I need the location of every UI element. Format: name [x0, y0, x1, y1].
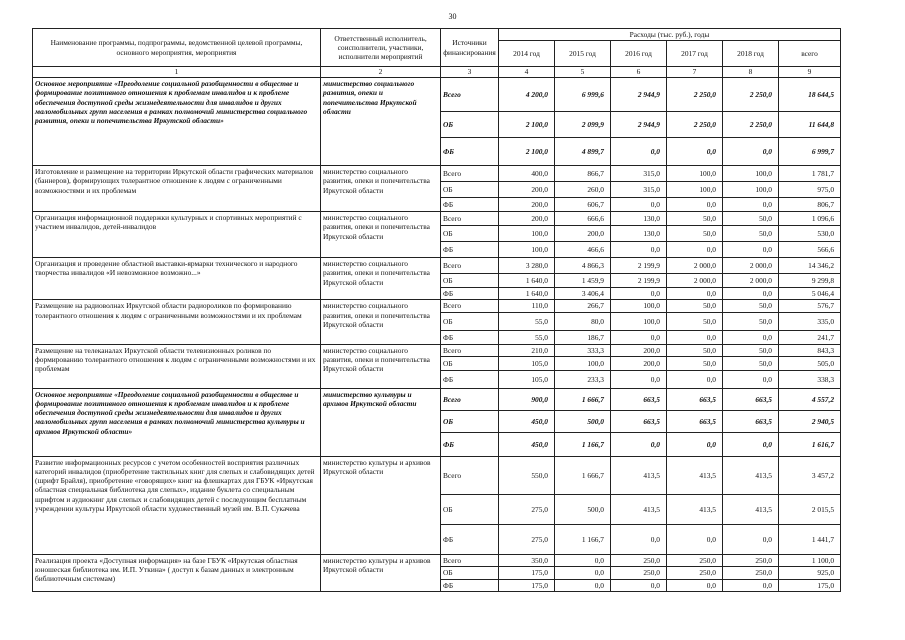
funding-source: ОБ — [441, 312, 499, 330]
total-value: 1 441,7 — [779, 524, 841, 554]
year-value: 105,0 — [499, 370, 555, 388]
year-value: 0,0 — [611, 432, 667, 456]
funding-source: Всего — [441, 300, 499, 312]
activity-name: Организация информационной поддержки культурных и спортивных мероприятий с участием инвалидов, детей-инвалидов — [33, 212, 321, 258]
year-value: 0,0 — [611, 370, 667, 388]
year-value: 50,0 — [723, 356, 779, 370]
year-value: 2 000,0 — [723, 274, 779, 288]
column-numbers-row — [33, 67, 841, 78]
year-value: 275,0 — [499, 494, 555, 524]
column-number: 4 — [499, 67, 555, 78]
year-value: 0,0 — [667, 580, 723, 592]
table-body — [33, 78, 841, 592]
table-row — [33, 456, 841, 494]
year-value: 0,0 — [723, 288, 779, 300]
table-row — [33, 344, 841, 356]
year-value: 0,0 — [611, 330, 667, 344]
year-value: 1 166,7 — [555, 524, 611, 554]
year-value: 666,6 — [555, 212, 611, 226]
year-value: 200,0 — [499, 182, 555, 198]
year-value: 866,7 — [555, 166, 611, 182]
total-value: 806,7 — [779, 198, 841, 212]
total-value: 1 100,0 — [779, 554, 841, 566]
funding-source: Всего — [441, 78, 499, 112]
year-value: 2 250,0 — [667, 78, 723, 112]
year-value: 500,0 — [555, 410, 611, 432]
year-value: 315,0 — [611, 166, 667, 182]
activity-name: Основное мероприятие «Преодоление социальной разобщенности в обществе и формирование позитивного отношения к проблемам инвалидов и к проблеме обеспечения доступной среды жизнедеятельности для инвалидов и других маломобильных групп населения в рамках полномочий министерства социального развития, опеки и попечительства Иркутской области» — [33, 78, 321, 166]
funding-source: ОБ — [441, 410, 499, 432]
year-value: 3 280,0 — [499, 258, 555, 274]
funding-source: ОБ — [441, 112, 499, 138]
total-value: 9 299,8 — [779, 274, 841, 288]
total-value: 3 457,2 — [779, 456, 841, 494]
year-value: 0,0 — [611, 242, 667, 258]
year-value: 0,0 — [723, 580, 779, 592]
total-value: 576,7 — [779, 300, 841, 312]
year-value: 0,0 — [667, 330, 723, 344]
table-row — [33, 212, 841, 226]
year-value: 0,0 — [611, 288, 667, 300]
executor: министерство социального развития, опеки и попечительства Иркутской области — [321, 300, 441, 344]
year-value: 100,0 — [611, 300, 667, 312]
year-value: 413,5 — [611, 456, 667, 494]
year-value: 233,3 — [555, 370, 611, 388]
table-row — [33, 554, 841, 566]
total-value: 18 644,5 — [779, 78, 841, 112]
year-value: 1 166,7 — [555, 432, 611, 456]
header-expenses: Расходы (тыс. руб.), годы — [499, 29, 841, 41]
year-value: 250,0 — [667, 567, 723, 580]
year-value: 6 999,6 — [555, 78, 611, 112]
year-value: 1 459,9 — [555, 274, 611, 288]
funding-source: Всего — [441, 554, 499, 566]
year-value: 2 944,9 — [611, 112, 667, 138]
year-value: 2 099,9 — [555, 112, 611, 138]
total-value: 505,0 — [779, 356, 841, 370]
total-value: 175,0 — [779, 580, 841, 592]
funding-source: ФБ — [441, 288, 499, 300]
header-total: всего — [779, 41, 841, 67]
year-value: 413,5 — [667, 456, 723, 494]
year-value: 80,0 — [555, 312, 611, 330]
activity-name: Развитие информационных ресурсов с учетом особенностей восприятия различных категорий инвалидов (приобретение тактильных книг для слепых и слабовидящих детей (шрифт Брайля), приобретение «говорящих» книг на флешкартах для ГБУК «Иркутская областная специальная библиотека для слепых», издание буклета со специальным шрифтом и аудиокниг для слепых и слабовидящих детей с последующим бесплатным учреждении культуры Иркутской области художественный музей им. В.П. Сукачева — [33, 456, 321, 554]
year-value: 0,0 — [667, 138, 723, 166]
year-value: 50,0 — [667, 300, 723, 312]
year-value: 2 000,0 — [667, 258, 723, 274]
funding-source: ОБ — [441, 182, 499, 198]
table-row — [33, 166, 841, 182]
column-number: 6 — [611, 67, 667, 78]
funding-source: ОБ — [441, 226, 499, 242]
year-value: 50,0 — [723, 300, 779, 312]
year-value: 200,0 — [611, 344, 667, 356]
total-value: 335,0 — [779, 312, 841, 330]
year-value: 55,0 — [499, 312, 555, 330]
year-value: 0,0 — [555, 580, 611, 592]
funding-source: ФБ — [441, 432, 499, 456]
column-number: 2 — [321, 67, 441, 78]
year-value: 4 866,3 — [555, 258, 611, 274]
funding-source: Всего — [441, 258, 499, 274]
funding-source: ОБ — [441, 356, 499, 370]
year-value: 2 100,0 — [499, 138, 555, 166]
year-value: 0,0 — [667, 288, 723, 300]
total-value: 1 096,6 — [779, 212, 841, 226]
year-value: 100,0 — [611, 312, 667, 330]
year-value: 663,5 — [723, 388, 779, 410]
activity-name: Организация и проведение областной выставки-ярмарки технического и народного творчества инвалидов «И невозможное возможно...» — [33, 258, 321, 300]
year-value: 0,0 — [611, 580, 667, 592]
year-value: 466,6 — [555, 242, 611, 258]
total-value: 2 015,5 — [779, 494, 841, 524]
budget-table — [32, 28, 841, 592]
column-number: 9 — [779, 67, 841, 78]
year-value: 50,0 — [667, 344, 723, 356]
column-number: 1 — [33, 67, 321, 78]
funding-source: Всего — [441, 212, 499, 226]
year-value: 0,0 — [723, 330, 779, 344]
executor: министерство культуры и архивов Иркутской области — [321, 456, 441, 554]
executor: министерство социального развития, опеки и попечительства Иркутской области — [321, 212, 441, 258]
year-value: 2 250,0 — [723, 78, 779, 112]
executor: министерство социального развития, опеки и попечительства Иркутской области — [321, 344, 441, 388]
table-row — [33, 78, 841, 112]
header-year-2017: 2017 год — [667, 41, 723, 67]
funding-source: ФБ — [441, 198, 499, 212]
funding-source: Всего — [441, 388, 499, 410]
funding-source: ФБ — [441, 330, 499, 344]
year-value: 2 000,0 — [667, 274, 723, 288]
total-value: 2 940,5 — [779, 410, 841, 432]
year-value: 0,0 — [555, 567, 611, 580]
year-value: 663,5 — [667, 410, 723, 432]
year-value: 663,5 — [611, 388, 667, 410]
total-value: 566,6 — [779, 242, 841, 258]
activity-name: Размещение на телеканалах Иркутской области телевизионных роликов по формированию толерантного отношения к людям с ограниченными возможностями и их проблемам — [33, 344, 321, 388]
year-value: 663,5 — [611, 410, 667, 432]
year-value: 100,0 — [667, 182, 723, 198]
total-value: 925,0 — [779, 567, 841, 580]
header-executor: Ответственный исполнитель, соисполнители, участники, исполнители мероприятий — [321, 29, 441, 67]
year-value: 413,5 — [723, 494, 779, 524]
year-value: 1 666,7 — [555, 456, 611, 494]
executor: министерство культуры и архивов Иркутской области — [321, 388, 441, 456]
year-value: 100,0 — [555, 356, 611, 370]
year-value: 550,0 — [499, 456, 555, 494]
header-source: Источники финансирования — [441, 29, 499, 67]
year-value: 2 000,0 — [723, 258, 779, 274]
year-value: 0,0 — [723, 198, 779, 212]
total-value: 11 644,8 — [779, 112, 841, 138]
total-value: 5 046,4 — [779, 288, 841, 300]
funding-source: ОБ — [441, 567, 499, 580]
total-value: 530,0 — [779, 226, 841, 242]
activity-name: Размещение на радиоволнах Иркутской области радиороликов по формированию толерантного отношения к людям с ограниченными возможностями и их проблемам — [33, 300, 321, 344]
year-value: 100,0 — [499, 226, 555, 242]
year-value: 2 100,0 — [499, 112, 555, 138]
year-value: 450,0 — [499, 410, 555, 432]
year-value: 50,0 — [667, 212, 723, 226]
year-value: 50,0 — [667, 356, 723, 370]
column-number: 8 — [723, 67, 779, 78]
year-value: 130,0 — [611, 212, 667, 226]
year-value: 413,5 — [667, 494, 723, 524]
year-value: 50,0 — [667, 312, 723, 330]
total-value: 1 616,7 — [779, 432, 841, 456]
funding-source: ФБ — [441, 580, 499, 592]
year-value: 413,5 — [611, 494, 667, 524]
year-value: 663,5 — [723, 410, 779, 432]
year-value: 400,0 — [499, 166, 555, 182]
year-value: 2 199,9 — [611, 258, 667, 274]
year-value: 200,0 — [499, 198, 555, 212]
year-value: 333,3 — [555, 344, 611, 356]
year-value: 250,0 — [611, 567, 667, 580]
activity-name: Реализация проекта «Доступная информация» на базе ГБУК «Иркутская областная юношеская библиотека им. И.П. Уткина» ( доступ к базам данных и электронным библиотечным системам) — [33, 554, 321, 591]
year-value: 413,5 — [723, 456, 779, 494]
total-value: 4 557,2 — [779, 388, 841, 410]
funding-source: ФБ — [441, 370, 499, 388]
total-value: 14 346,2 — [779, 258, 841, 274]
year-value: 250,0 — [723, 554, 779, 566]
year-value: 50,0 — [723, 312, 779, 330]
column-number: 7 — [667, 67, 723, 78]
year-value: 55,0 — [499, 330, 555, 344]
year-value: 500,0 — [555, 494, 611, 524]
table-row — [33, 388, 841, 410]
year-value: 250,0 — [611, 554, 667, 566]
year-value: 1 640,0 — [499, 288, 555, 300]
year-value: 105,0 — [499, 356, 555, 370]
year-value: 0,0 — [667, 524, 723, 554]
total-value: 6 999,7 — [779, 138, 841, 166]
column-number: 5 — [555, 67, 611, 78]
year-value: 200,0 — [499, 212, 555, 226]
year-value: 100,0 — [499, 242, 555, 258]
year-value: 0,0 — [667, 370, 723, 388]
funding-source: Всего — [441, 456, 499, 494]
year-value: 0,0 — [723, 370, 779, 388]
header-name: Наименование программы, подпрограммы, ведомственной целевой программы, основного мероприятия, мероприятия — [33, 29, 321, 67]
year-value: 266,7 — [555, 300, 611, 312]
year-value: 0,0 — [667, 198, 723, 212]
funding-source: ФБ — [441, 242, 499, 258]
year-value: 4 899,7 — [555, 138, 611, 166]
funding-source: ОБ — [441, 274, 499, 288]
year-value: 663,5 — [667, 388, 723, 410]
year-value: 175,0 — [499, 580, 555, 592]
executor: министерство социального развития, опеки и попечительства Иркутской области — [321, 166, 441, 212]
year-value: 0,0 — [723, 242, 779, 258]
header-year-2016: 2016 год — [611, 41, 667, 67]
year-value: 315,0 — [611, 182, 667, 198]
year-value: 2 250,0 — [667, 112, 723, 138]
year-value: 0,0 — [667, 242, 723, 258]
year-value: 250,0 — [667, 554, 723, 566]
year-value: 900,0 — [499, 388, 555, 410]
executor: министерство социального развития, опеки и попечительства Иркутской области — [321, 258, 441, 300]
year-value: 100,0 — [723, 182, 779, 198]
year-value: 4 200,0 — [499, 78, 555, 112]
year-value: 175,0 — [499, 567, 555, 580]
header-year-2014: 2014 год — [499, 41, 555, 67]
year-value: 0,0 — [723, 138, 779, 166]
year-value: 2 199,9 — [611, 274, 667, 288]
year-value: 0,0 — [723, 432, 779, 456]
executor: министерство социального развития, опеки и попечительства Иркутской области — [321, 78, 441, 166]
funding-source: ФБ — [441, 524, 499, 554]
year-value: 0,0 — [667, 432, 723, 456]
funding-source: Всего — [441, 344, 499, 356]
year-value: 200,0 — [611, 356, 667, 370]
year-value: 0,0 — [611, 524, 667, 554]
year-value: 260,0 — [555, 182, 611, 198]
funding-source: ФБ — [441, 138, 499, 166]
total-value: 338,3 — [779, 370, 841, 388]
year-value: 3 406,4 — [555, 288, 611, 300]
header-year-2018: 2018 год — [723, 41, 779, 67]
year-value: 2 250,0 — [723, 112, 779, 138]
year-value: 0,0 — [611, 198, 667, 212]
table-row — [33, 258, 841, 274]
year-value: 450,0 — [499, 432, 555, 456]
executor: министерство культуры и архивов Иркутской области — [321, 554, 441, 591]
header-year-2015: 2015 год — [555, 41, 611, 67]
year-value: 250,0 — [723, 567, 779, 580]
year-value: 0,0 — [723, 524, 779, 554]
year-value: 50,0 — [667, 226, 723, 242]
year-value: 1 666,7 — [555, 388, 611, 410]
year-value: 50,0 — [723, 226, 779, 242]
year-value: 200,0 — [555, 226, 611, 242]
year-value: 50,0 — [723, 344, 779, 356]
year-value: 130,0 — [611, 226, 667, 242]
year-value: 50,0 — [723, 212, 779, 226]
year-value: 350,0 — [499, 554, 555, 566]
year-value: 1 640,0 — [499, 274, 555, 288]
year-value: 100,0 — [667, 166, 723, 182]
total-value: 843,3 — [779, 344, 841, 356]
year-value: 110,0 — [499, 300, 555, 312]
year-value: 2 944,9 — [611, 78, 667, 112]
year-value: 186,7 — [555, 330, 611, 344]
year-value: 210,0 — [499, 344, 555, 356]
year-value: 0,0 — [555, 554, 611, 566]
funding-source: ОБ — [441, 494, 499, 524]
year-value: 100,0 — [723, 166, 779, 182]
column-number: 3 — [441, 67, 499, 78]
activity-name: Изготовление и размещение на территории Иркутской области графических материалов (баннеров), формирующих толерантное отношение к людям с ограниченными возможностями и их проблемам — [33, 166, 321, 212]
funding-source: Всего — [441, 166, 499, 182]
year-value: 275,0 — [499, 524, 555, 554]
table-row — [33, 300, 841, 312]
page-number: 30 — [448, 12, 457, 21]
total-value: 975,0 — [779, 182, 841, 198]
year-value: 0,0 — [611, 138, 667, 166]
year-value: 606,7 — [555, 198, 611, 212]
activity-name: Основное мероприятие «Преодоление социальной разобщенности в обществе и формирование позитивного отношения к проблемам инвалидов и к проблеме обеспечения доступной среды жизнедеятельности для инвалидов и других маломобильных групп населения в рамках полномочий министерства культуры и архивов Иркутской области» — [33, 388, 321, 456]
total-value: 241,7 — [779, 330, 841, 344]
total-value: 1 781,7 — [779, 166, 841, 182]
